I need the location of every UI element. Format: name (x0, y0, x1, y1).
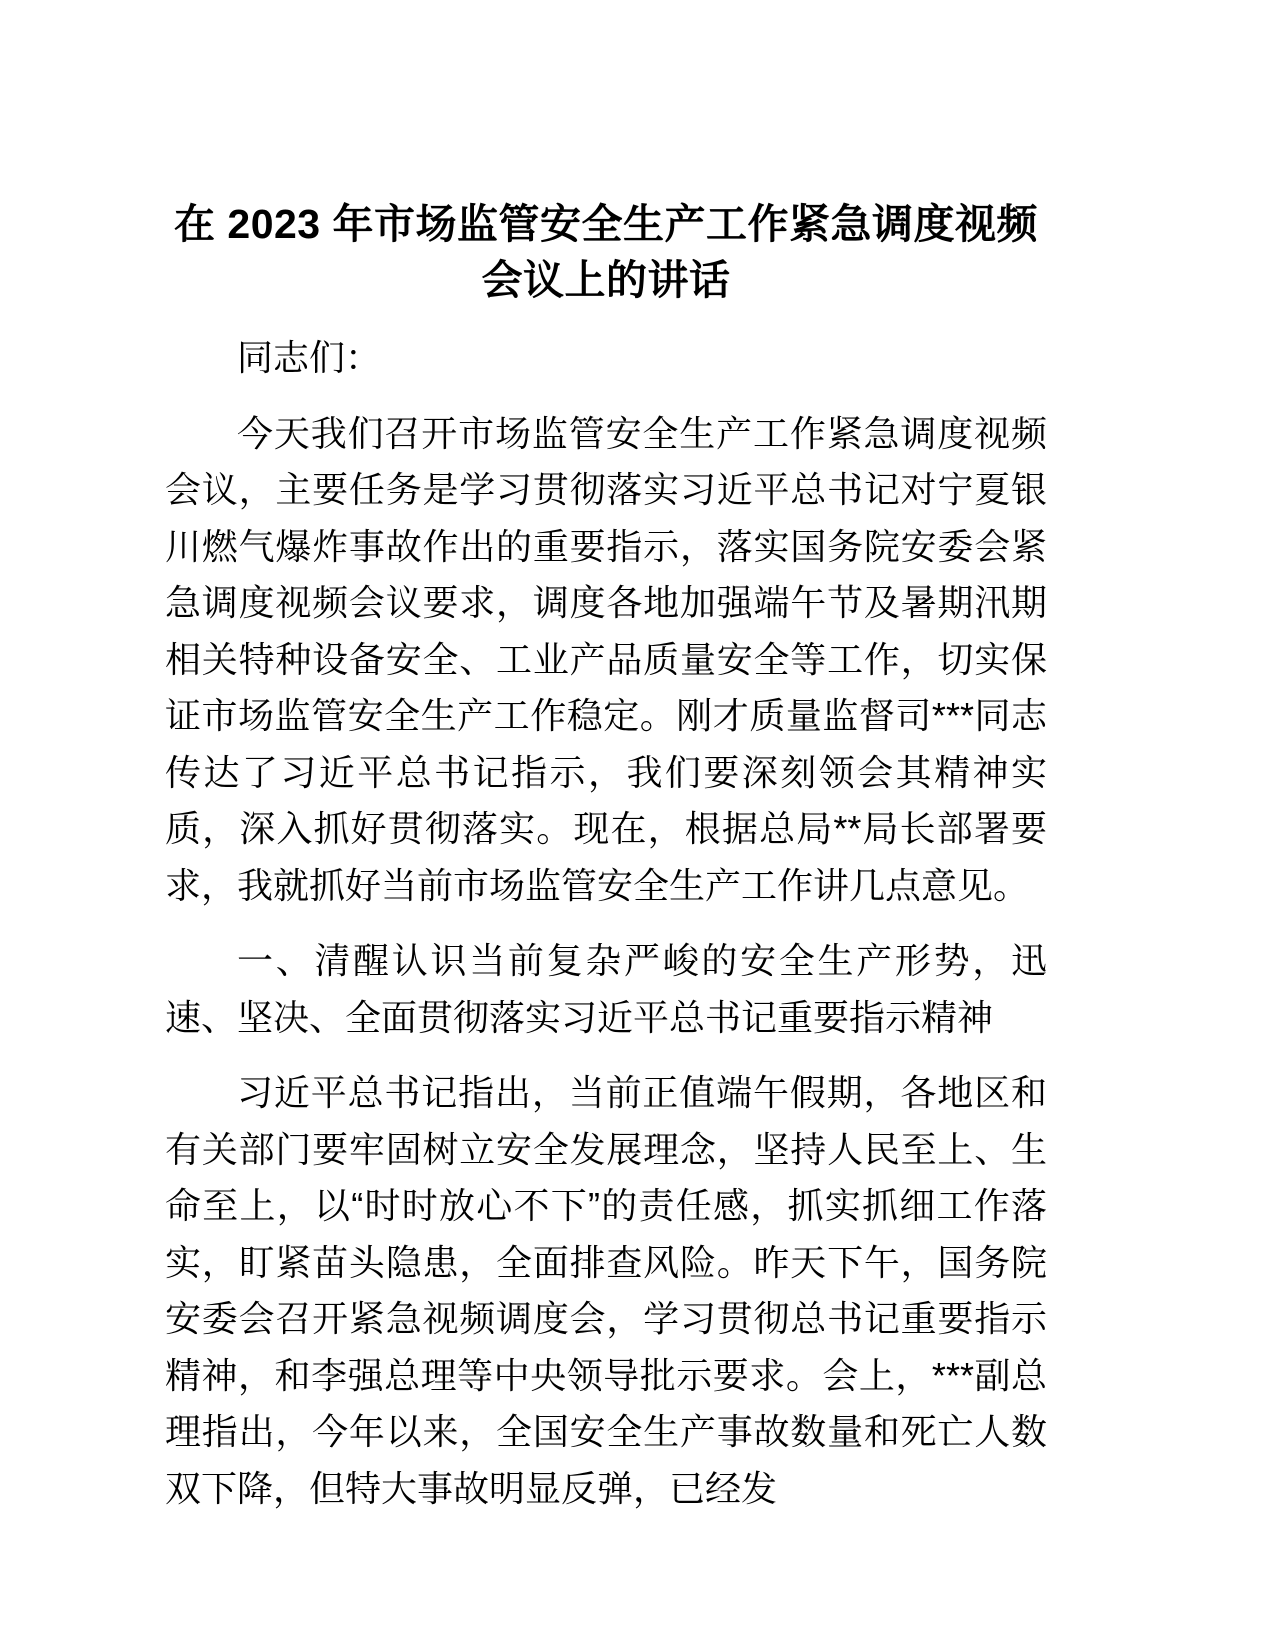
salutation: 同志们： (237, 337, 382, 378)
paragraph-section-one-body: 习近平总书记指出，当前正值端午假期，各地区和有关部门要牢固树立安全发展理念，坚持人民至上、生命至上，以“时时放心不下”的责任感，抓实抓细工作落实，盯紧苗头隐患，全面排查风险。昨天下午，国务院安委会召开紧急视频调度会，学习贯彻总书记重要指示精神，和李强总理等中央领导批示要求。会上，***副总理指出，今年以来，全国安全生产事故数量和死亡人数双下降，但特大事故明显反弹，已经发 (165, 1072, 1047, 1509)
paragraph-intro: 今天我们召开市场监管安全生产工作紧急调度视频会议，主要任务是学习贯彻落实习近平总书记对宁夏银川燃气爆炸事故作出的重要指示，落实国务院安委会紧急调度视频会议要求，调度各地加强端午节及暑期汛期相关特种设备安全、工业产品质量安全等工作，切实保证市场监管安全生产工作稳定。刚才质量监督司***同志传达了习近平总书记指示，我们要深刻领会其精神实质，深入抓好贯彻落实。现在，根据总局**局长部署要求，我就抓好当前市场监管安全生产工作讲几点意见。 (165, 412, 1047, 906)
section-heading-one: 一、清醒认识当前复杂严峻的安全生产形势，迅速、坚决、全面贯彻落实习近平总书记重要指示精神 (165, 940, 1047, 1038)
page-title: 在 2023 年市场监管安全生产工作紧急调度视频会议上的讲话 (174, 201, 1038, 303)
document-body (165, 196, 1047, 1517)
